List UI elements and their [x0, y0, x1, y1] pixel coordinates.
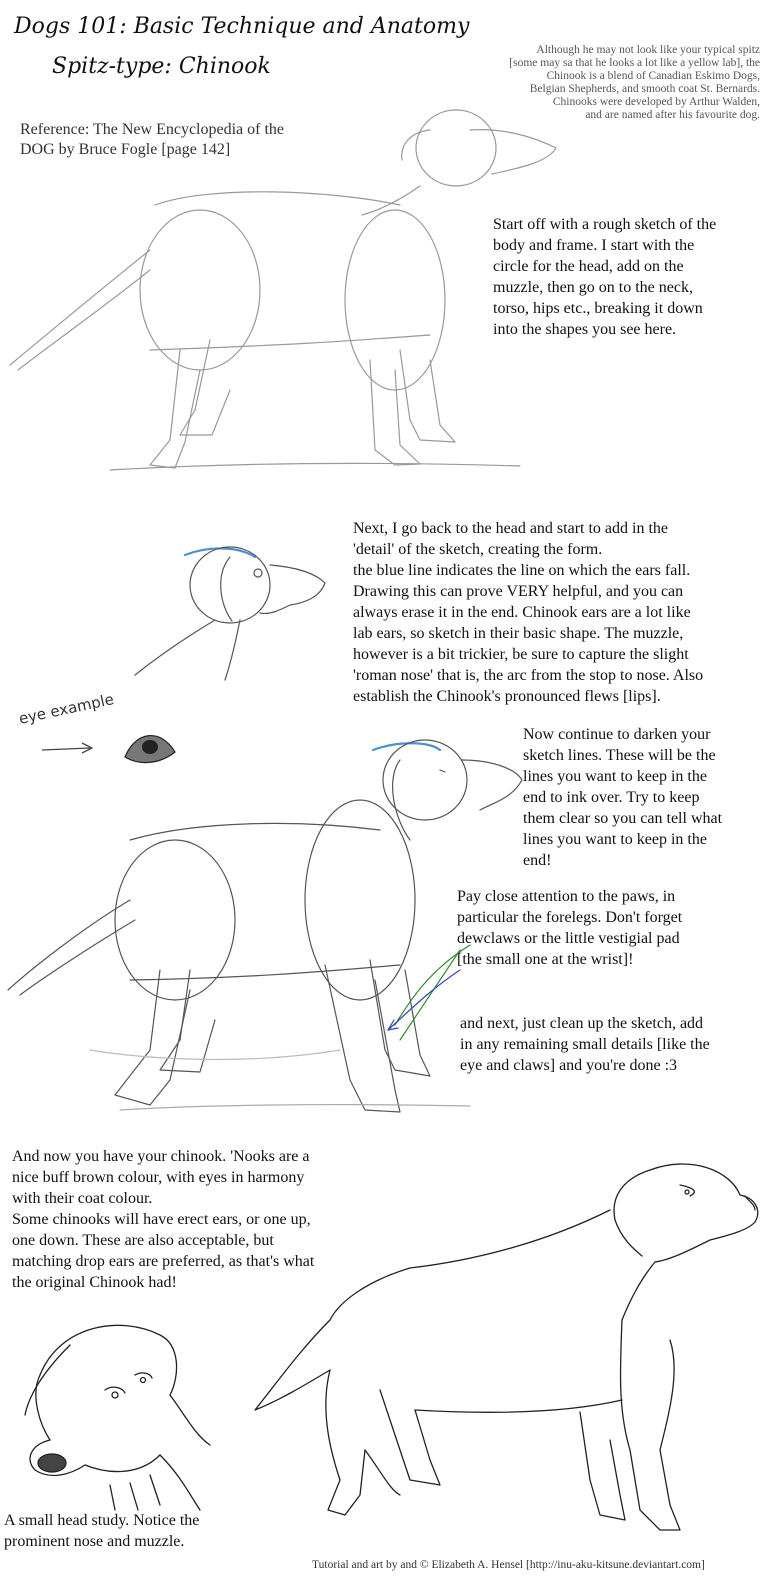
intro-note: Although he may not look like your typical spitz [some may sa that he looks a lot like a yellow lab], the Chinook is a blend of Canadian Eskimo Dogs, Belgian Shepherds, and smooth coat St. Bernards. Chinooks were developed by Arthur Walden, and are named after his favourite dog.	[509, 44, 760, 121]
reference-text: Reference: The New Encyclopedia of the DOG by Bruce Fogle [page 142]	[20, 121, 285, 158]
credit-line: Tutorial and art by and © Elizabeth A. Hensel [http://inu-aku-kitsune.deviantart.com]	[312, 1559, 705, 1571]
step4-text: Pay close attention to the paws, in particular the forelegs. Don't forget dewclaws or the little vestigial pad [the small one at the wrist]!	[457, 888, 683, 968]
step2-text: Next, I go back to the head and start to add in the 'detail' of the sketch, creating the form. the blue line indicates the line on which the ears fall. Drawing this can prove VERY helpful, and you can always erase it in the end. Chinook ears are a lot like lab ears, so sketch in their basic shape. The muzzle, however is a bit trickier, be sure to capture the slight 'roman nose' that is, the arc from the stop to nose. Also establish the Chinook's pronounced flews [lips].	[353, 520, 704, 705]
step5-text: and next, just clean up the sketch, add in any remaining small details [like the eye and claws] and you're done :3	[460, 1015, 710, 1074]
step2-head-sketch	[120, 525, 340, 685]
step1-text: Start off with a rough sketch of the body and frame. I start with the circle for the head, add on the muzzle, then go on to the neck, torso, hips etc., breaking it down into the shapes you see here.	[493, 216, 717, 338]
head-study-drawing	[10, 1305, 240, 1515]
page-subtitle: Spitz-type: Chinook	[52, 54, 271, 79]
step1-rough-sketch	[0, 90, 560, 490]
page-title: Dogs 101: Basic Technique and Anatomy	[14, 14, 470, 39]
head-study-caption: A small head study. Notice the prominent nose and muzzle.	[4, 1512, 200, 1550]
eye-example-label: eye example	[17, 690, 116, 728]
final-dog-drawing	[250, 1150, 770, 1550]
step3-text: Now continue to darken your sketch lines. These will be the lines you want to keep in the end to ink over. Try to keep them clear so you can tell what lines you want to keep in the end!	[523, 726, 723, 869]
final-text: And now you have your chinook. 'Nooks are a nice buff brown colour, with eyes in harmony with their coat colour. Some chinooks will have erect ears, or one up, one down. These are also acceptable, but matching drop ears are preferred, as that's what the original Chinook had!	[12, 1148, 315, 1291]
